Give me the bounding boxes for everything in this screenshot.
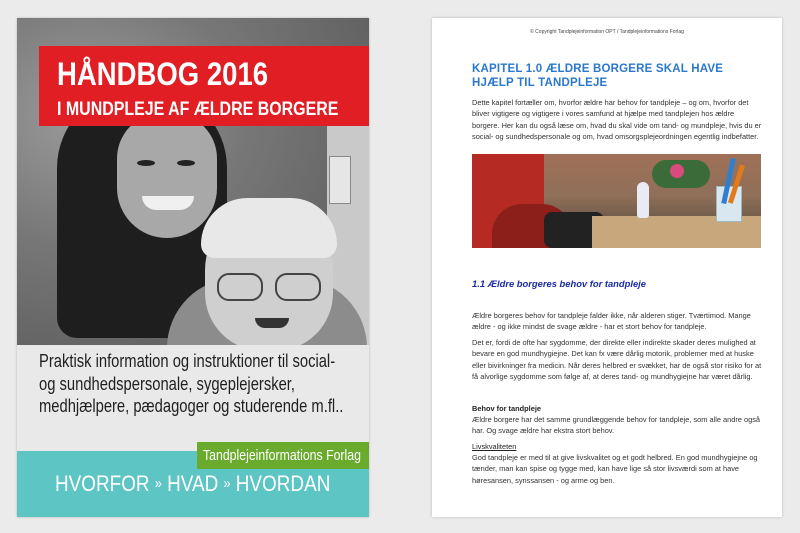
cover-subtitle: I MUNDPLEJE AF ÆLDRE BORGERE [57, 99, 339, 120]
intercom-icon [329, 156, 351, 204]
section-title: 1.1 Ældre borgeres behov for tandpleje [472, 278, 647, 289]
slogan-word: HVORFOR [55, 471, 150, 496]
copyright-line: © Copyright Tandplejeinformation OPT / Tandplejeinformations Forlag [530, 29, 684, 35]
publisher-label: Tandplejeinformations Forlag [203, 447, 361, 464]
chapter-title: KAPITEL 1.0 ÆLDRE BORGERE SKAL HAVE HJÆLP TIL TANDPLEJE [472, 63, 724, 89]
intro-paragraph: Dette kapitel fortæller om, hvorfor ældre har behov for tandpleje – og om, hvorfor det bliver vigtigere og vigtigere i vores samfund at hjælpe med tandplejen hos ældre borgere. Her kan du også læse om, hvad du skal vide om tand- og mundpleje, hvis du er social- og sundhedspersonale og om, hvad omsorgsplejeordningen egentlig indbefatter. [472, 98, 762, 142]
cup-icon [716, 186, 742, 222]
slogan-word: HVORDAN [235, 471, 331, 496]
slogan-word: HVAD [167, 471, 219, 496]
document-page [432, 18, 782, 517]
paragraph: Det er, fordi de ofte har sygdomme, der direkte eller indirekte skader deres mulighed at bevare en god mundhygiejne. Det kan fx være dårlig motorik, problemer med at huske eller bivirkninger fra medicin. Når deres helbred er svækket, har de også stor risiko for at få alvorlige sygdomme som følge af, at deres tand- og mundhygiejne har været dårlig. [472, 338, 762, 382]
slogan-separator: » [223, 475, 231, 492]
subsection-heading: Livskvaliteten [472, 442, 517, 451]
paragraph: God tandpleje er med til at give livskvalitet og et godt helbred. En god mundhygiejne og tænder, man kan spise og tygge med, kan have lige så stor livsværdi som at have høresansen, synssansen - og arme og ben. [472, 453, 758, 485]
book-cover [17, 18, 369, 517]
slogan-separator: » [154, 475, 162, 492]
paragraph: Ældre borgeres behov for tandpleje falder ikke, når alderen stiger. Tværtimod. Mange ældre - og ikke mindst de svage ældre - har et stort behov for tandpleje. [472, 311, 751, 332]
cover-slogan [55, 471, 330, 497]
cover-title: HÅNDBOG 2016 [57, 56, 269, 92]
care-photo [472, 154, 761, 248]
paragraph: Ældre borgere har det samme grundlæggende behov for tandpleje, som alle andre også har. Og svage ældre har ekstra stort behov. [472, 415, 761, 436]
subsection-heading: Behov for tandpleje [472, 404, 541, 413]
cover-intro: Praktisk information og instruktioner til social- og sundhedspersonale, sygeplejersker, medhjælpere, pædagoger og studerende m.fl.. [39, 351, 344, 416]
